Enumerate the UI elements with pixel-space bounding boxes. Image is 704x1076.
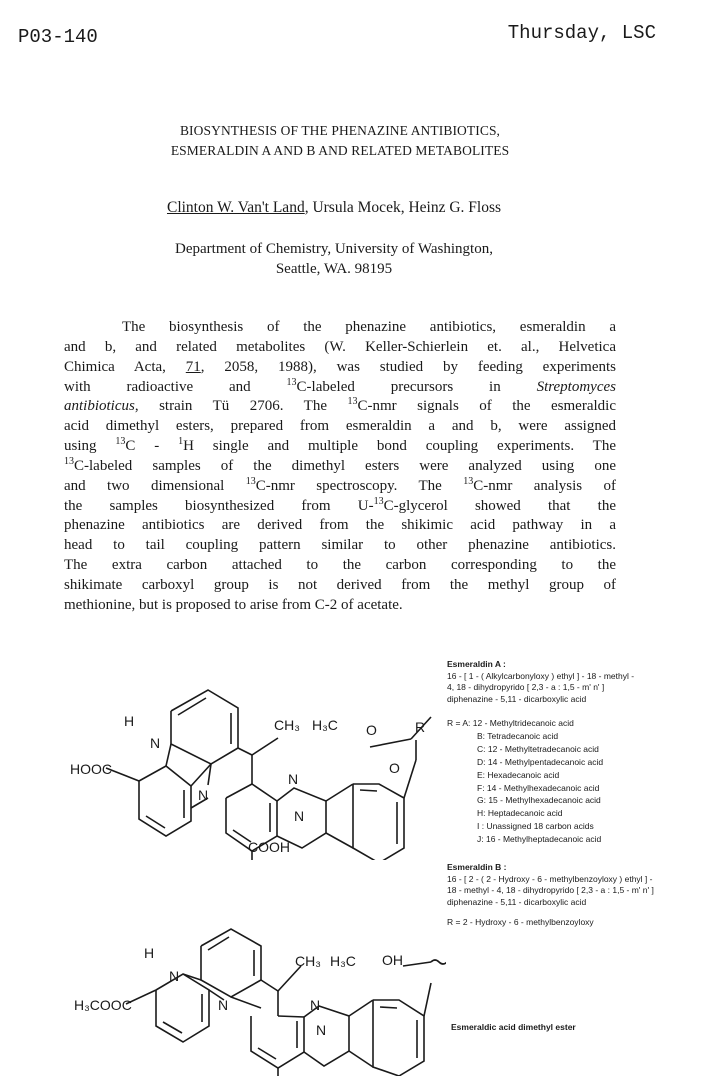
atom-n1: N (288, 771, 299, 787)
esmeraldin-b-structure (66, 918, 446, 1076)
esmeraldin-a-name: 4, 18 - dihydropyrido [ 2,3 - a : 1,5 - m' n' ] (447, 682, 605, 692)
esmeraldin-a-name: 16 - [ 1 - ( Alkylcarbonyloxy ) ethyl ] - 18 - methyl - (447, 670, 635, 681)
acid-left: HOOC (70, 761, 112, 777)
esmeraldin-b-notes (447, 862, 654, 929)
acid-bottom: COOH (248, 839, 290, 855)
r-group-item: I : Unassigned 18 carbon acids (477, 821, 594, 832)
species-name: antibioticus (64, 398, 135, 415)
genus-name: Streptomyces (536, 378, 616, 395)
co-authors: , Ursula Mocek, Heinz G. Floss (304, 199, 502, 216)
isotope-sup: 13 (286, 376, 297, 388)
r-group: R (415, 719, 426, 735)
isotope-sup: 13 (245, 475, 256, 487)
esmeraldin-b-heading: Esmeraldin B : (447, 862, 507, 872)
methyl-label-2: H₃C (312, 717, 338, 733)
r-group-item: G: 15 - Methylhexadecanoic acid (477, 795, 601, 806)
presenting-author: Clinton W. Van't Land (166, 199, 305, 216)
r-group-item: F: 14 - Methylhexadecanoic acid (477, 782, 600, 793)
ester-oxygen: O (366, 722, 377, 738)
abstract-body (64, 318, 616, 616)
abstract-line: $^{13}$C-labeled samples of the dimethyl esters were analyzed using one (64, 455, 616, 474)
atom-n-amine: N (150, 735, 161, 751)
abstract-line: and two dimensional $^{13}$C-nmr spectroscopy. The $^{13}$C-nmr analysis of (64, 475, 616, 494)
ester-caption: Esmeraldic acid dimethyl ester (451, 1022, 576, 1032)
esmeraldin-a-name: diphenazine - 5,11 - dicarboxylic acid (447, 693, 587, 704)
carbonyl-oxygen: O (389, 760, 400, 776)
esmeraldin-a-notes (447, 659, 634, 705)
author-list (0, 199, 668, 217)
abstract-line: methionine, but is proposed to arise from C-2 of acetate. (64, 596, 403, 613)
methyl-label-2: H₃C (330, 953, 356, 969)
esmeraldin-b-name: diphenazine - 5,11 - dicarboxylic acid (447, 896, 587, 907)
atom-n2: N (316, 1022, 327, 1038)
r-group-item: R = A: 12 - Methyltridecanoic acid (447, 718, 574, 728)
isotope-sup: 13 (463, 475, 474, 487)
isotope-sup: 13 (373, 495, 384, 507)
abstract-line: shikimate carboxyl group is not derived from the methyl group of (64, 576, 616, 593)
abstract-line: using $^{13}$C - $^1$H single and multiple bond coupling experiments. The (64, 436, 617, 455)
methyl-label: CH₃ (295, 953, 321, 969)
abstract-line: head to tail coupling pattern similar to other phenazine antibiotics. (64, 537, 616, 554)
r-group-list (447, 717, 603, 846)
affiliation-line-2: Seattle, WA. 98195 (275, 261, 393, 277)
abstract-line: acid dimethyl esters, prepared from esmeraldin a and b, were assigned (64, 418, 616, 435)
atom-n1: N (310, 997, 321, 1013)
esmeraldin-a-structure (66, 680, 446, 860)
abstract-line: The biosynthesis of the phenazine antibiotics, esmeraldin a (122, 319, 616, 335)
abstract-line: phenazine antibiotics are derived from the shikimic acid pathway in a (64, 517, 616, 534)
atom-h: H (144, 945, 155, 961)
affiliation-line-1: Department of Chemistry, University of Washington, (175, 241, 493, 257)
abstract-line: with radioactive and $^{13}$C-labeled precursors in Streptomyces (64, 376, 616, 395)
r-group-item: J: 16 - Methylheptadecanoic acid (477, 834, 602, 845)
methyl-label: CH₃ (274, 717, 300, 733)
isotope-sup: 13 (347, 396, 358, 408)
isotope-sup: 13 (115, 436, 126, 448)
title-line-1: BIOSYNTHESIS OF THE PHENAZINE ANTIBIOTICS, (179, 123, 501, 138)
esmeraldin-a-heading: Esmeraldin A : (447, 659, 506, 669)
journal-volume: 71 (185, 358, 201, 375)
session-label: Thursday, LSC (507, 22, 656, 44)
r-group-item: H: Heptadecanoic acid (477, 808, 563, 819)
ester-left: H₃COOC (74, 997, 132, 1013)
esmeraldin-b-name: 16 - [ 2 - ( 2 - Hydroxy - 6 - methylbenzoyloxy ) ethyl ] - (447, 873, 653, 884)
r-group-item: D: 14 - Methylpentadecanoic acid (477, 756, 604, 767)
atom-n2: N (294, 808, 305, 824)
abstract-line: and b, and related metabolites (W. Keller-Schierlein et. al., Helvetica (64, 338, 616, 355)
isotope-sup: 13 (64, 455, 74, 467)
title-line-2: ESMERALDIN A AND B AND RELATED METABOLITES (170, 143, 510, 158)
abstract-line: the samples biosynthesized from U-$^{13}$C-glycerol showed that the (64, 495, 616, 514)
hydroxyl: OH (382, 952, 403, 968)
abstract-line: The extra carbon attached to the carbon corresponding to the (64, 557, 616, 574)
atom-n-ring: N (198, 787, 209, 803)
isotope-sup: 1 (178, 436, 184, 448)
r-group-item: C: 12 - Methyltetradecanoic acid (477, 743, 599, 754)
atom-h: H (124, 713, 135, 729)
r-group-item: E: Hexadecanoic acid (477, 769, 560, 780)
poster-code: P03-140 (18, 26, 98, 48)
esmeraldin-b-r-group: R = 2 - Hydroxy - 6 - methylbenzoyloxy (447, 917, 594, 927)
r-group-item: B: Tetradecanoic acid (477, 730, 559, 741)
atom-n-amine: N (169, 968, 180, 984)
abstract-line: Chimica Acta, 71, 2058, 1988), was studied by feeding experiments (64, 358, 616, 375)
atom-n-ring: N (218, 997, 229, 1013)
esmeraldin-b-name: 18 - methyl - 4, 18 - dihydropyrido [ 2,3 - a : 1,5 - m' n' ] (447, 885, 654, 895)
abstract-line: antibioticus, strain Tü 2706. The $^{13}$C-nmr signals of the esmeraldic (64, 396, 616, 415)
ring-bonds (106, 690, 431, 860)
